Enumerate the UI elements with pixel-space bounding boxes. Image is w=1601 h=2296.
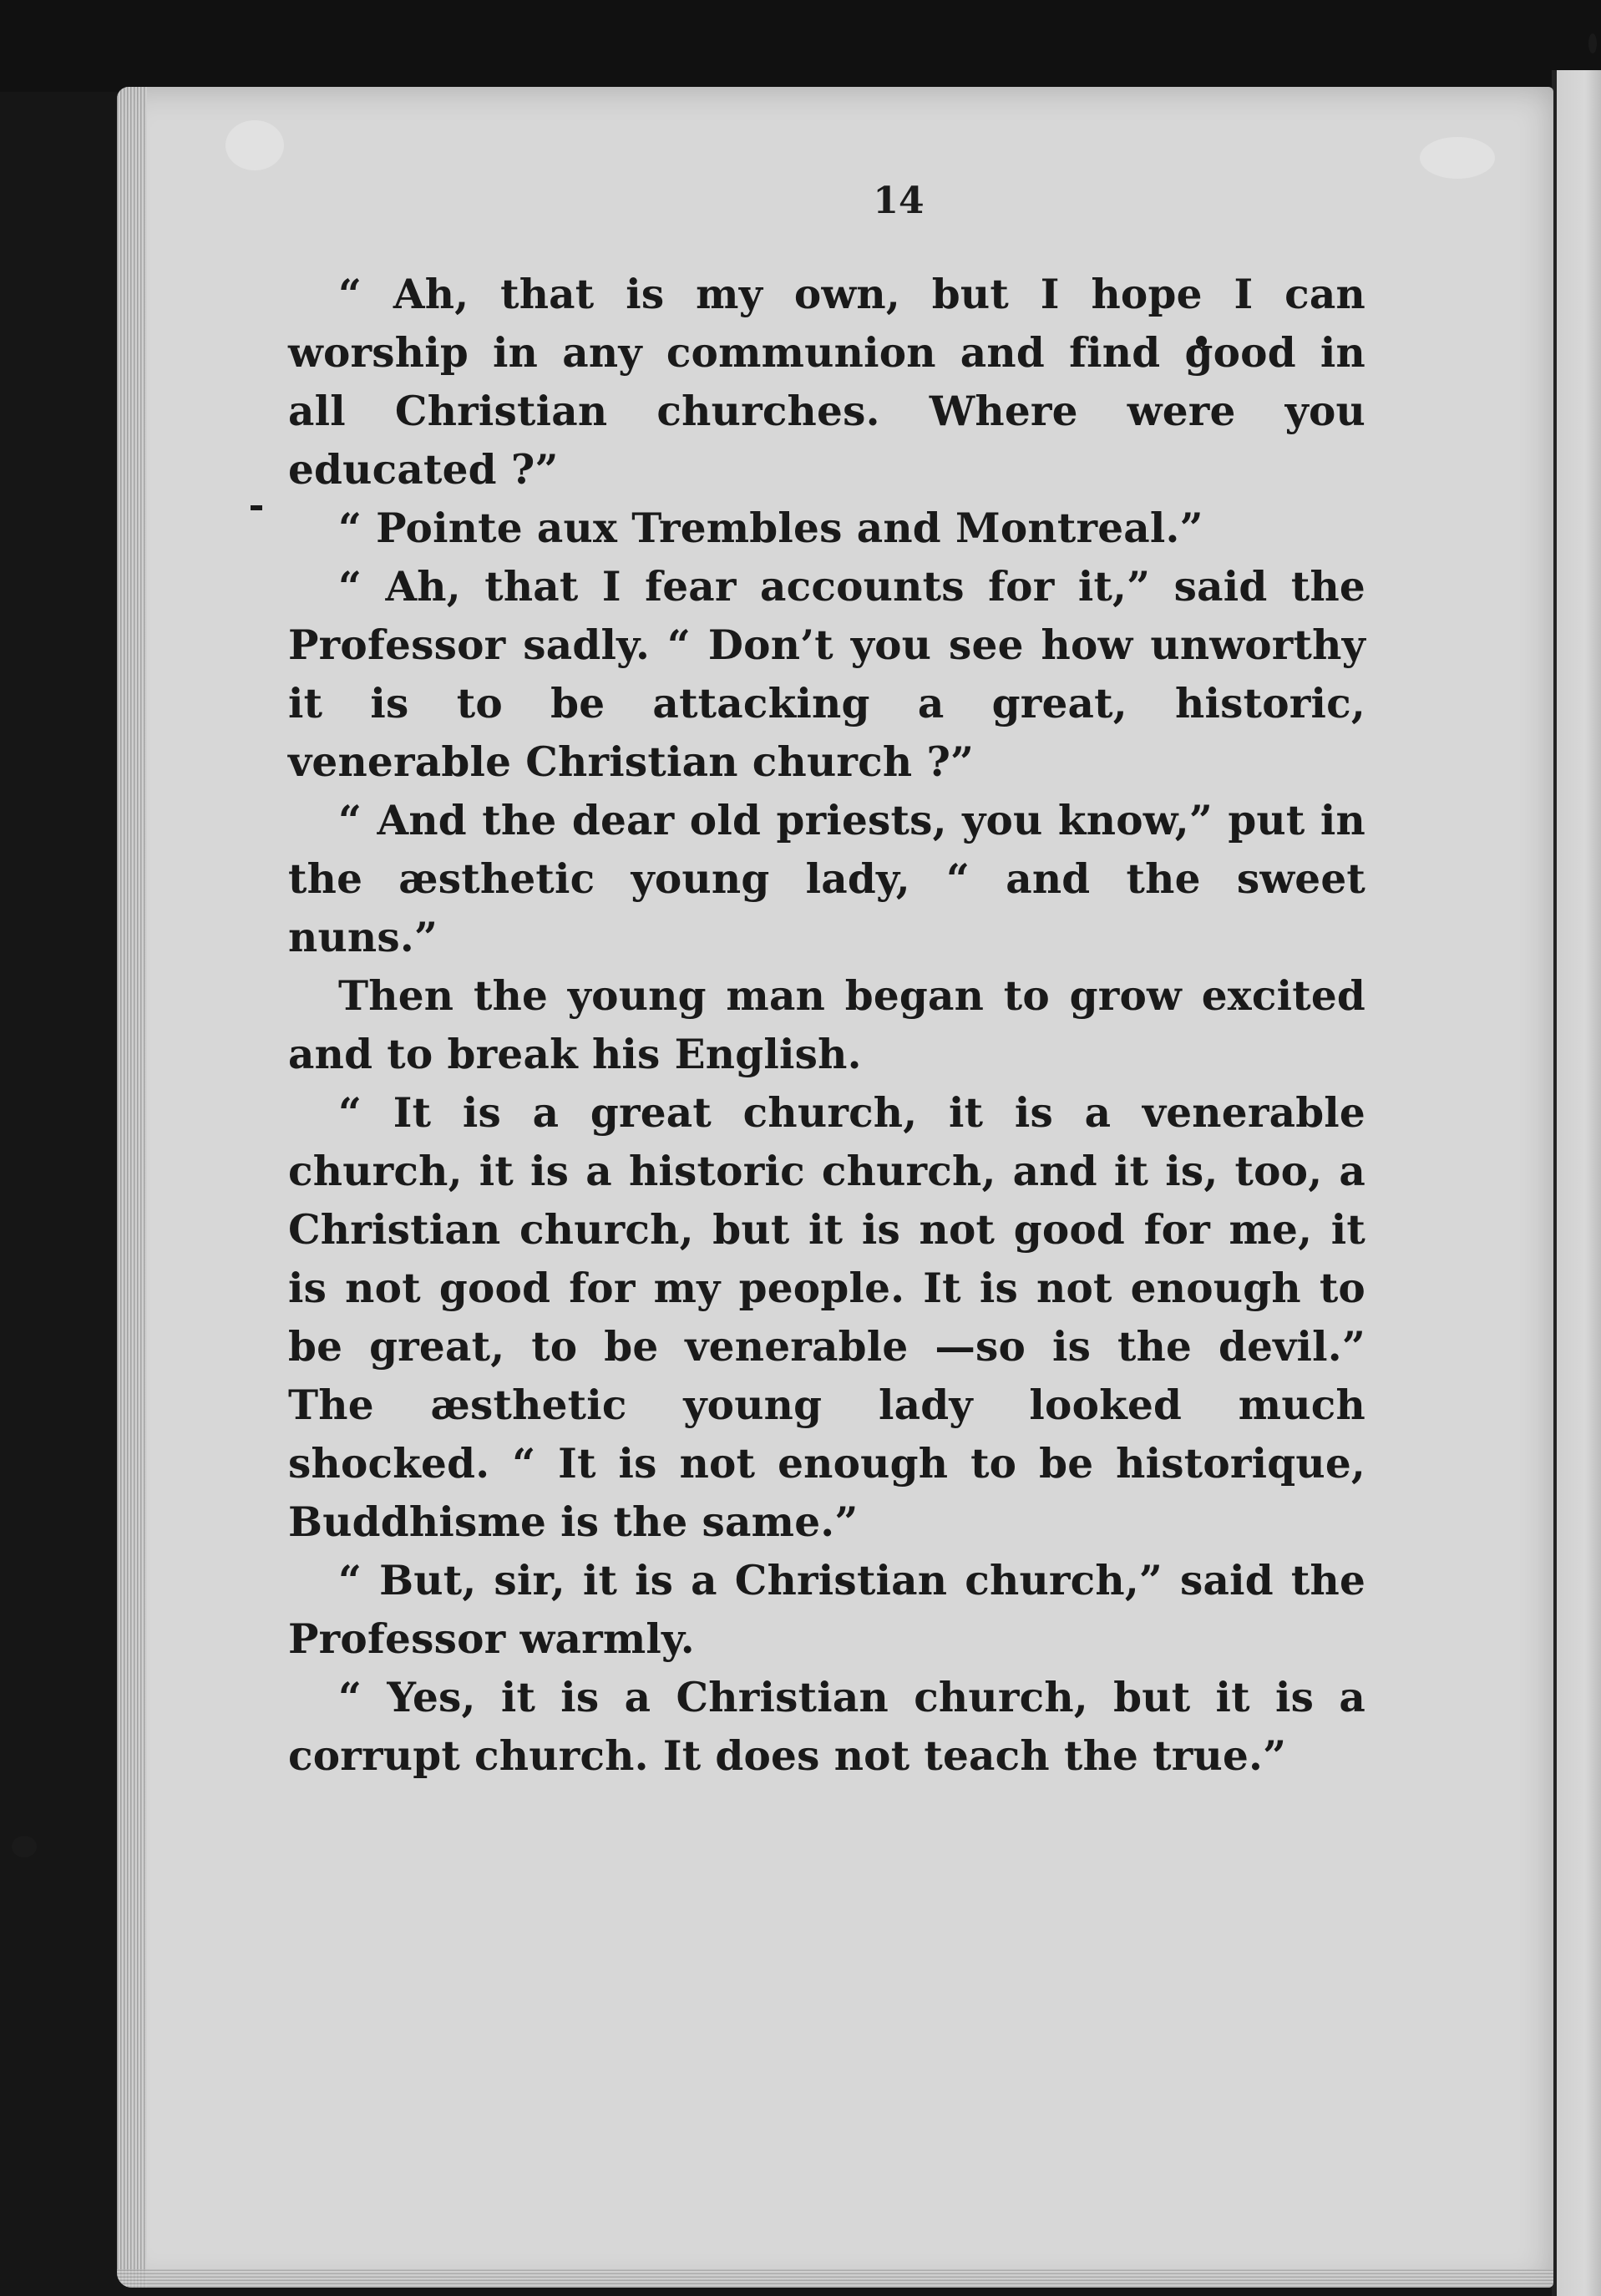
- paragraph: “ And the dear old priests, you know,” put in the æsthetic young lady, “ and the sweet nuns.”: [288, 797, 1365, 961]
- page-number: 14: [873, 180, 925, 222]
- scan-background-top: [0, 0, 1601, 92]
- ink-speck: [1588, 33, 1597, 53]
- page-leaf-edges: [117, 87, 147, 2288]
- paragraph: “ But, sir, it is a Christian church,” said the Professor warmly.: [288, 1557, 1365, 1663]
- paper-smudge: [225, 120, 284, 170]
- adjacent-page-edge: [1552, 70, 1601, 2296]
- paragraph: “ It is a great church, it is a venerable church, it is a historic church, and it is, too, a Christian church, but it is not good for me, it is not good for my people. It is not enough to be great, to be venerable —so is the devil.” The æsthetic young lady looked much shocked. “ It is not enough to be historique, Buddhisme is the same.”: [288, 1089, 1365, 1546]
- margin-mark: [251, 505, 262, 510]
- paragraph: Then the young man began to grow excited and to break his English.: [288, 972, 1365, 1078]
- paragraph: “ Pointe aux Trembles and Montreal.”: [338, 504, 1203, 552]
- paragraph: “ Ah, that is my own, but I hope I can worship in any communion and find good in all Christian churches. Where were you educated ?”: [288, 271, 1365, 494]
- page-leaf-edges-bottom: [117, 2269, 1553, 2288]
- paragraph: “ Yes, it is a Christian church, but it is a corrupt church. It does not teach the true.”: [288, 1674, 1365, 1780]
- body-text: [288, 266, 1365, 1786]
- paper-smudge: [1420, 137, 1495, 179]
- ink-speck: [12, 1836, 37, 1858]
- paragraph: “ Ah, that I fear accounts for it,” said the Professor sadly. “ Don’t you see how unworthy it is to be attacking a great, historic, venerable Christian church ?”: [288, 563, 1365, 786]
